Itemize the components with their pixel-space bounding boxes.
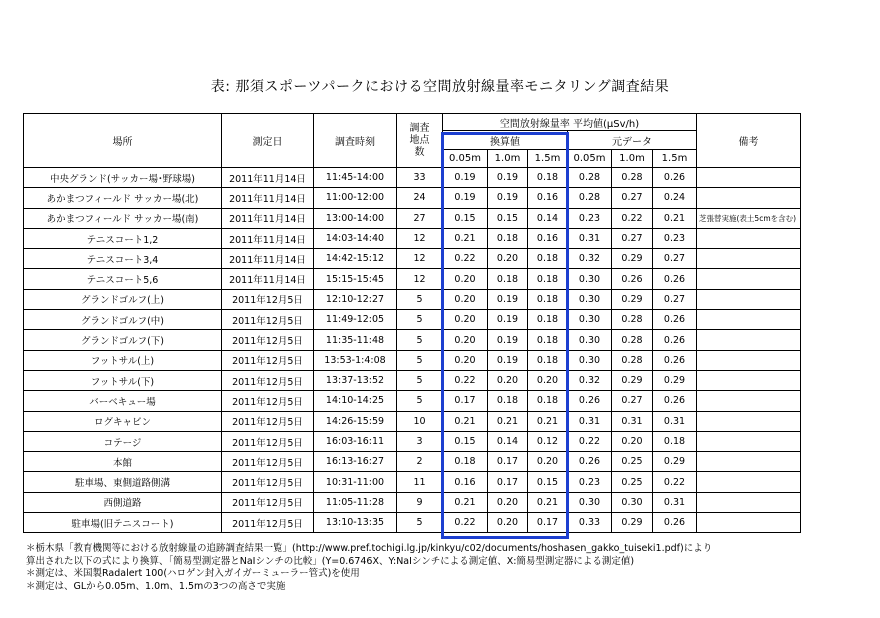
converted-value-cell: 0.14 [488, 431, 528, 451]
original-value-cell: 0.26 [653, 168, 697, 188]
time-cell: 15:15-15:45 [314, 269, 397, 289]
date-cell: 2011年12月5日 [222, 492, 314, 512]
remarks-cell [697, 188, 801, 208]
header-height: 1.5m [653, 150, 697, 168]
remarks-cell [697, 411, 801, 431]
converted-value-cell: 0.15 [443, 431, 488, 451]
original-value-cell: 0.27 [612, 188, 653, 208]
time-cell: 14:26-15:59 [314, 411, 397, 431]
converted-value-cell: 0.17 [488, 472, 528, 492]
location-cell: 駐車場(旧テニスコート) [24, 513, 222, 533]
time-cell: 13:53-1:4:08 [314, 350, 397, 370]
original-value-cell: 0.31 [653, 492, 697, 512]
time-cell: 10:31-11:00 [314, 472, 397, 492]
table-row [24, 391, 801, 411]
date-cell: 2011年12月5日 [222, 431, 314, 451]
location-cell: フットサル(下) [24, 370, 222, 390]
original-value-cell: 0.29 [612, 289, 653, 309]
date-cell: 2011年11月14日 [222, 249, 314, 269]
points-cell: 5 [397, 513, 443, 533]
points-cell: 11 [397, 472, 443, 492]
converted-value-cell: 0.18 [528, 350, 568, 370]
remarks-cell [697, 228, 801, 248]
original-value-cell: 0.27 [653, 289, 697, 309]
remarks-cell [697, 431, 801, 451]
time-cell: 11:05-11:28 [314, 492, 397, 512]
original-value-cell: 0.27 [653, 249, 697, 269]
points-cell: 5 [397, 330, 443, 350]
remarks-cell [697, 452, 801, 472]
original-value-cell: 0.31 [612, 411, 653, 431]
remarks-cell [697, 249, 801, 269]
table-row [24, 228, 801, 248]
date-cell: 2011年12月5日 [222, 452, 314, 472]
header-date: 測定日 [222, 114, 314, 168]
converted-value-cell: 0.18 [528, 249, 568, 269]
converted-value-cell: 0.21 [443, 492, 488, 512]
remarks-cell: 芝張替実施(表土5cmを含む) [697, 208, 801, 228]
converted-value-cell: 0.15 [488, 208, 528, 228]
original-value-cell: 0.26 [653, 513, 697, 533]
converted-value-cell: 0.18 [528, 330, 568, 350]
location-cell: テニスコート1,2 [24, 228, 222, 248]
table-row [24, 208, 801, 228]
converted-value-cell: 0.18 [528, 269, 568, 289]
original-value-cell: 0.22 [612, 208, 653, 228]
location-cell: グランドゴルフ(下) [24, 330, 222, 350]
converted-value-cell: 0.20 [488, 513, 528, 533]
original-value-cell: 0.23 [653, 228, 697, 248]
table-row [24, 289, 801, 309]
original-value-cell: 0.32 [568, 370, 612, 390]
time-cell: 11:00-12:00 [314, 188, 397, 208]
points-cell: 2 [397, 452, 443, 472]
original-value-cell: 0.33 [568, 513, 612, 533]
time-cell: 14:10-14:25 [314, 391, 397, 411]
original-value-cell: 0.26 [653, 391, 697, 411]
footnotes [26, 543, 712, 593]
header-average-group: 空間放射線量率 平均値(μSv/h) [443, 114, 697, 131]
converted-value-cell: 0.17 [488, 452, 528, 472]
original-value-cell: 0.29 [653, 370, 697, 390]
original-value-cell: 0.32 [568, 249, 612, 269]
original-value-cell: 0.26 [653, 269, 697, 289]
points-cell: 5 [397, 310, 443, 330]
date-cell: 2011年12月5日 [222, 350, 314, 370]
remarks-cell [697, 391, 801, 411]
original-value-cell: 0.28 [612, 350, 653, 370]
time-cell: 16:13-16:27 [314, 452, 397, 472]
original-value-cell: 0.28 [568, 168, 612, 188]
original-value-cell: 0.27 [612, 228, 653, 248]
converted-value-cell: 0.19 [488, 350, 528, 370]
points-cell: 9 [397, 492, 443, 512]
converted-value-cell: 0.20 [443, 310, 488, 330]
remarks-cell [697, 289, 801, 309]
location-cell: ログキャビン [24, 411, 222, 431]
converted-value-cell: 0.20 [488, 492, 528, 512]
original-value-cell: 0.31 [568, 411, 612, 431]
original-value-cell: 0.26 [653, 350, 697, 370]
header-location: 場所 [24, 114, 222, 168]
converted-value-cell: 0.19 [488, 330, 528, 350]
converted-value-cell: 0.18 [488, 228, 528, 248]
original-value-cell: 0.31 [653, 411, 697, 431]
converted-value-cell: 0.18 [488, 269, 528, 289]
table-row [24, 513, 801, 533]
date-cell: 2011年12月5日 [222, 289, 314, 309]
converted-value-cell: 0.19 [488, 188, 528, 208]
table-row [24, 188, 801, 208]
date-cell: 2011年11月14日 [222, 208, 314, 228]
time-cell: 13:00-14:00 [314, 208, 397, 228]
original-value-cell: 0.31 [568, 228, 612, 248]
original-value-cell: 0.26 [653, 330, 697, 350]
converted-value-cell: 0.18 [443, 452, 488, 472]
location-cell: グランドゴルフ(中) [24, 310, 222, 330]
original-value-cell: 0.21 [653, 208, 697, 228]
original-value-cell: 0.28 [612, 310, 653, 330]
location-cell: バーベキュー場 [24, 391, 222, 411]
location-cell: 本館 [24, 452, 222, 472]
table-row [24, 492, 801, 512]
converted-value-cell: 0.12 [528, 431, 568, 451]
location-cell: コテージ [24, 431, 222, 451]
converted-value-cell: 0.18 [488, 391, 528, 411]
converted-value-cell: 0.19 [443, 188, 488, 208]
converted-value-cell: 0.22 [443, 249, 488, 269]
converted-value-cell: 0.18 [528, 289, 568, 309]
converted-value-cell: 0.21 [443, 411, 488, 431]
table-row [24, 431, 801, 451]
time-cell: 11:35-11:48 [314, 330, 397, 350]
original-value-cell: 0.30 [568, 289, 612, 309]
points-cell: 12 [397, 269, 443, 289]
converted-value-cell: 0.21 [443, 228, 488, 248]
date-cell: 2011年11月14日 [222, 168, 314, 188]
date-cell: 2011年12月5日 [222, 472, 314, 492]
original-value-cell: 0.28 [612, 330, 653, 350]
remarks-cell [697, 310, 801, 330]
footnote-line: ＊栃木県「教育機関等における放射線量の追跡調査結果一覧」(http://www.pref.tochigi.lg.jp/kinkyu/c02/documents/hoshasen_gakko_tuiseki1.pdf)により [26, 543, 713, 554]
date-cell: 2011年11月14日 [222, 228, 314, 248]
original-value-cell: 0.25 [612, 472, 653, 492]
points-cell: 33 [397, 168, 443, 188]
points-cell: 5 [397, 350, 443, 370]
time-cell: 13:37-13:52 [314, 370, 397, 390]
original-value-cell: 0.18 [653, 431, 697, 451]
converted-value-cell: 0.19 [488, 168, 528, 188]
table-row [24, 452, 801, 472]
converted-value-cell: 0.22 [443, 513, 488, 533]
monitoring-results-table [23, 113, 801, 533]
points-cell: 5 [397, 391, 443, 411]
original-value-cell: 0.29 [653, 452, 697, 472]
converted-value-cell: 0.20 [443, 289, 488, 309]
date-cell: 2011年12月5日 [222, 391, 314, 411]
converted-value-cell: 0.21 [488, 411, 528, 431]
original-value-cell: 0.30 [568, 310, 612, 330]
header-height: 0.05m [568, 150, 612, 168]
converted-value-cell: 0.16 [443, 472, 488, 492]
date-cell: 2011年12月5日 [222, 370, 314, 390]
page-title: 表: 那須スポーツパークにおける空間放射線量率モニタリング調査結果 [210, 79, 670, 95]
converted-value-cell: 0.19 [488, 310, 528, 330]
date-cell: 2011年12月5日 [222, 310, 314, 330]
converted-value-cell: 0.18 [528, 391, 568, 411]
converted-value-cell: 0.20 [443, 269, 488, 289]
table-row [24, 472, 801, 492]
footnote-line: 算出された以下の式により換算、「簡易型測定器とNaIシンチの比較」(Y=0.6746X、Y:NaIシンチによる測定値、X:簡易型測定器による測定値) [26, 555, 635, 567]
original-value-cell: 0.30 [568, 350, 612, 370]
header-remarks: 備考 [697, 114, 801, 168]
location-cell: 中央グランド(サッカー場･野球場) [24, 168, 222, 188]
converted-value-cell: 0.14 [528, 208, 568, 228]
points-cell: 12 [397, 228, 443, 248]
points-cell: 3 [397, 431, 443, 451]
original-value-cell: 0.26 [568, 452, 612, 472]
location-cell: あかまつフィールド サッカー場(南) [24, 208, 222, 228]
time-cell: 14:03-14:40 [314, 228, 397, 248]
time-cell: 11:49-12:05 [314, 310, 397, 330]
original-value-cell: 0.20 [612, 431, 653, 451]
converted-value-cell: 0.15 [443, 208, 488, 228]
converted-value-cell: 0.21 [528, 492, 568, 512]
original-value-cell: 0.29 [612, 513, 653, 533]
converted-value-cell: 0.17 [528, 513, 568, 533]
converted-value-cell: 0.20 [488, 370, 528, 390]
table-row [24, 310, 801, 330]
header-height: 0.05m [443, 150, 488, 168]
time-cell: 13:10-13:35 [314, 513, 397, 533]
converted-value-cell: 0.20 [488, 249, 528, 269]
remarks-cell [697, 513, 801, 533]
original-value-cell: 0.22 [653, 472, 697, 492]
time-cell: 12:10-12:27 [314, 289, 397, 309]
original-value-cell: 0.23 [568, 472, 612, 492]
points-cell: 24 [397, 188, 443, 208]
remarks-cell [697, 330, 801, 350]
header-height: 1.0m [612, 150, 653, 168]
header-points [397, 114, 443, 168]
table-row [24, 168, 801, 188]
header-points-label: 調査地点数 [409, 122, 430, 158]
remarks-cell [697, 168, 801, 188]
table-row [24, 411, 801, 431]
date-cell: 2011年11月14日 [222, 188, 314, 208]
date-cell: 2011年12月5日 [222, 411, 314, 431]
original-value-cell: 0.30 [568, 269, 612, 289]
original-value-cell: 0.29 [612, 370, 653, 390]
table-row [24, 330, 801, 350]
location-cell: テニスコート5,6 [24, 269, 222, 289]
date-cell: 2011年11月14日 [222, 269, 314, 289]
location-cell: テニスコート3,4 [24, 249, 222, 269]
table-row [24, 269, 801, 289]
header-height: 1.0m [488, 150, 528, 168]
converted-value-cell: 0.19 [443, 168, 488, 188]
original-value-cell: 0.25 [612, 452, 653, 472]
converted-value-cell: 0.20 [443, 350, 488, 370]
points-cell: 27 [397, 208, 443, 228]
header-converted: 換算値 [443, 131, 568, 150]
original-value-cell: 0.28 [612, 168, 653, 188]
converted-value-cell: 0.18 [528, 168, 568, 188]
date-cell: 2011年12月5日 [222, 513, 314, 533]
remarks-cell [697, 350, 801, 370]
original-value-cell: 0.27 [612, 391, 653, 411]
original-value-cell: 0.23 [568, 208, 612, 228]
remarks-cell [697, 492, 801, 512]
original-value-cell: 0.22 [568, 431, 612, 451]
converted-value-cell: 0.18 [528, 310, 568, 330]
location-cell: グランドゴルフ(上) [24, 289, 222, 309]
points-cell: 5 [397, 289, 443, 309]
location-cell: 西側道路 [24, 492, 222, 512]
original-value-cell: 0.30 [612, 492, 653, 512]
original-value-cell: 0.30 [568, 330, 612, 350]
original-value-cell: 0.30 [568, 492, 612, 512]
points-cell: 10 [397, 411, 443, 431]
converted-value-cell: 0.21 [528, 411, 568, 431]
original-value-cell: 0.24 [653, 188, 697, 208]
converted-value-cell: 0.22 [443, 370, 488, 390]
date-cell: 2011年12月5日 [222, 330, 314, 350]
table-row [24, 350, 801, 370]
footnote-line: ＊測定は、GLから0.05m、1.0m、1.5mの3つの高さで実施 [26, 580, 286, 592]
converted-value-cell: 0.16 [528, 188, 568, 208]
table-body [24, 168, 801, 533]
footnote-line: ＊測定は、米国製Radalert 100(ハロゲン封入ガイガーミューラー管式)を使用 [26, 568, 360, 579]
header-original: 元データ [568, 131, 697, 150]
points-cell: 5 [397, 370, 443, 390]
converted-value-cell: 0.20 [528, 370, 568, 390]
converted-value-cell: 0.19 [488, 289, 528, 309]
header-time: 調査時刻 [314, 114, 397, 168]
converted-value-cell: 0.16 [528, 228, 568, 248]
header-height: 1.5m [528, 150, 568, 168]
time-cell: 16:03-16:11 [314, 431, 397, 451]
points-cell: 12 [397, 249, 443, 269]
original-value-cell: 0.26 [568, 391, 612, 411]
original-value-cell: 0.28 [568, 188, 612, 208]
original-value-cell: 0.26 [612, 269, 653, 289]
remarks-cell [697, 472, 801, 492]
remarks-cell [697, 269, 801, 289]
table-row [24, 370, 801, 390]
original-value-cell: 0.26 [653, 310, 697, 330]
original-value-cell: 0.29 [612, 249, 653, 269]
time-cell: 11:45-14:00 [314, 168, 397, 188]
converted-value-cell: 0.15 [528, 472, 568, 492]
location-cell: フットサル(上) [24, 350, 222, 370]
location-cell: あかまつフィールド サッカー場(北) [24, 188, 222, 208]
time-cell: 14:42-15:12 [314, 249, 397, 269]
converted-value-cell: 0.20 [528, 452, 568, 472]
table-row [24, 249, 801, 269]
remarks-cell [697, 370, 801, 390]
converted-value-cell: 0.20 [443, 330, 488, 350]
location-cell: 駐車場、東側道路側溝 [24, 472, 222, 492]
converted-value-cell: 0.17 [443, 391, 488, 411]
